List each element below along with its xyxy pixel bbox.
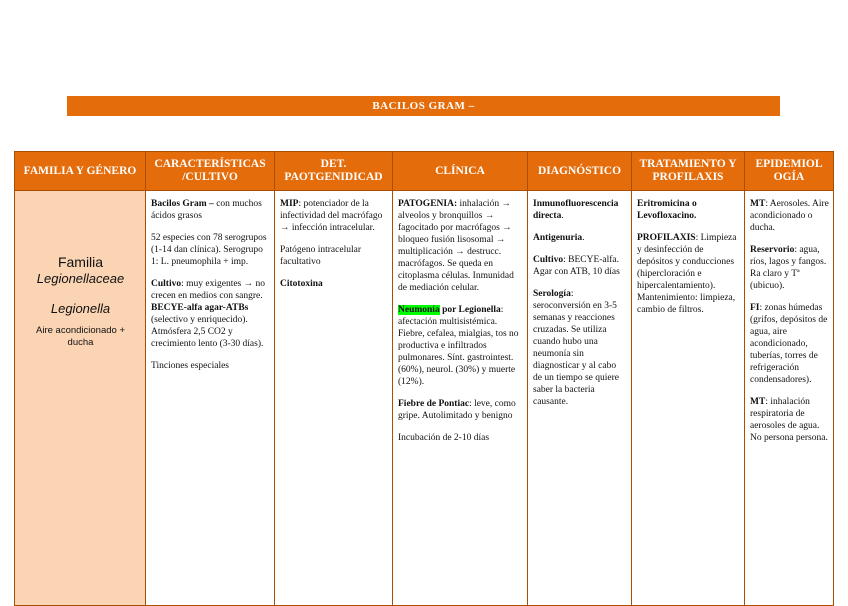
header-patogenicidad: DET. PAOTGENIDICAD bbox=[275, 152, 393, 191]
text-bold: MIP bbox=[280, 199, 299, 209]
text: : Aerosoles. Aire acondicionado o ducha. bbox=[750, 199, 829, 233]
text: : Limpieza y desinfección de depósitos y conducciones (hipercloración e hipercalentamiento). Mantenimiento: limpieza, cambio de filtros. bbox=[637, 233, 737, 315]
text: Patógeno intracelular facultativo bbox=[280, 245, 361, 267]
text-bold: Cultivo bbox=[151, 279, 182, 289]
header-tratamiento: TRATAMIENTO Y PROFILAXIS bbox=[632, 152, 745, 191]
familia-note: Aire acondicionado + ducha bbox=[36, 325, 125, 348]
familia-label: Familia bbox=[57, 254, 104, 270]
text-bold: Reservorio bbox=[750, 245, 795, 255]
text: : muy exigentes → no crecen en medios con sangre. bbox=[151, 279, 265, 301]
text-bold: Eritromicina o Levofloxacino. bbox=[637, 199, 697, 221]
cell-familia bbox=[15, 191, 146, 606]
text-bold: Bacilos Gram – bbox=[151, 199, 214, 209]
family-name: Legionellaceae bbox=[36, 271, 125, 286]
header-diagnostico: DIAGNÓSTICO bbox=[528, 152, 632, 191]
text-bold: Inmunofluorescencia directa bbox=[533, 199, 619, 221]
cell-diagnostico bbox=[528, 191, 632, 606]
text-bold: Cultivo bbox=[533, 255, 564, 265]
text-bold: Antigenuria bbox=[533, 233, 583, 243]
text: : leve, como gripe. Autolimitado y benigno bbox=[398, 399, 516, 421]
text-bold: Fiebre de Pontiac bbox=[398, 399, 470, 409]
cell-patogenicidad bbox=[275, 191, 393, 606]
text-bold: MT bbox=[750, 397, 766, 407]
text: : afectación multisistémica. Fiebre, cefalea, mialgias, tos no productiva e infiltrados pulmonares. Sínt. gastrointest. (60%), neurol. (30%) y muerte (12%). bbox=[398, 305, 519, 387]
text-bold: por Legionella bbox=[439, 305, 501, 315]
text: : inhalación respiratoria de aerosoles de agua. No persona persona. bbox=[750, 397, 828, 443]
cell-tratamiento bbox=[632, 191, 745, 606]
header-caracteristicas: CARACTERÍSTICAS /CULTIVO bbox=[146, 152, 275, 191]
text: : BECYE-alfa. Agar con ATB, 10 días bbox=[533, 255, 620, 277]
text: Incubación de 2-10 días bbox=[398, 433, 490, 443]
text: (selectivo y enriquecido). Atmósfera 2,5 CO2 y crecimiento lento (3-30 días). bbox=[151, 315, 264, 349]
text-bold: Citotoxina bbox=[280, 279, 323, 289]
text: Tinciones especiales bbox=[151, 361, 230, 371]
text-bold: PATOGENIA: bbox=[398, 199, 458, 209]
text-bold: BECYE-alfa agar-ATBs bbox=[151, 303, 249, 313]
text: : zonas húmedas (grifos, depósitos de agua, aire acondicionado, tuberías, torres de refrigeración condensadores). bbox=[750, 303, 828, 385]
text: . bbox=[582, 233, 585, 243]
text: : potenciador de la infectividad del macrófago → infección intracelular. bbox=[280, 199, 383, 233]
table-row bbox=[15, 191, 834, 606]
bacilos-table bbox=[14, 151, 834, 606]
highlight-neumonia: Neumonía bbox=[398, 305, 440, 315]
text-bold: Serología bbox=[533, 289, 571, 299]
text-bold: PROFILAXIS bbox=[637, 233, 696, 243]
text: con muchos ácidos grasos bbox=[151, 199, 262, 221]
cell-clinica bbox=[393, 191, 528, 606]
text: inhalación → alveolos y bronquillos → fagocitado por macrófagos → bloqueo fusión lisosomal → multiplicación → destrucc. macrófagos. Se queda en citoplasma células. Inmunidad de mediación celular. bbox=[398, 199, 514, 293]
header-clinica: CLÍNICA bbox=[393, 152, 528, 191]
section-banner: BACILOS GRAM – bbox=[67, 96, 780, 116]
text-bold: FI bbox=[750, 303, 760, 313]
text: : seroconversión en 3-5 semanas y reacciones cruzadas. Se utiliza cuando hubo una neumonía sin diagnosticar y al cabo de un tiempo se quiere saber la bacteria causante. bbox=[533, 289, 620, 407]
text-bold: MT bbox=[750, 199, 766, 209]
text: 52 especies con 78 serogrupos (1-14 dan clínica). Serogrupo 1: L. pneumophila + imp. bbox=[151, 233, 267, 267]
cell-epidemiologia bbox=[745, 191, 834, 606]
text: . bbox=[561, 211, 564, 221]
genus-name: Legionella bbox=[50, 301, 111, 316]
text: : agua, ríos, lagos y fangos. Ra claro y Tª (ubicuo). bbox=[750, 245, 827, 291]
cell-caracteristicas bbox=[146, 191, 275, 606]
header-row bbox=[15, 152, 834, 191]
header-familia: FAMILIA Y GÉNERO bbox=[15, 152, 146, 191]
header-epidemiologia: EPIDEMIOL OGÍA bbox=[745, 152, 834, 191]
